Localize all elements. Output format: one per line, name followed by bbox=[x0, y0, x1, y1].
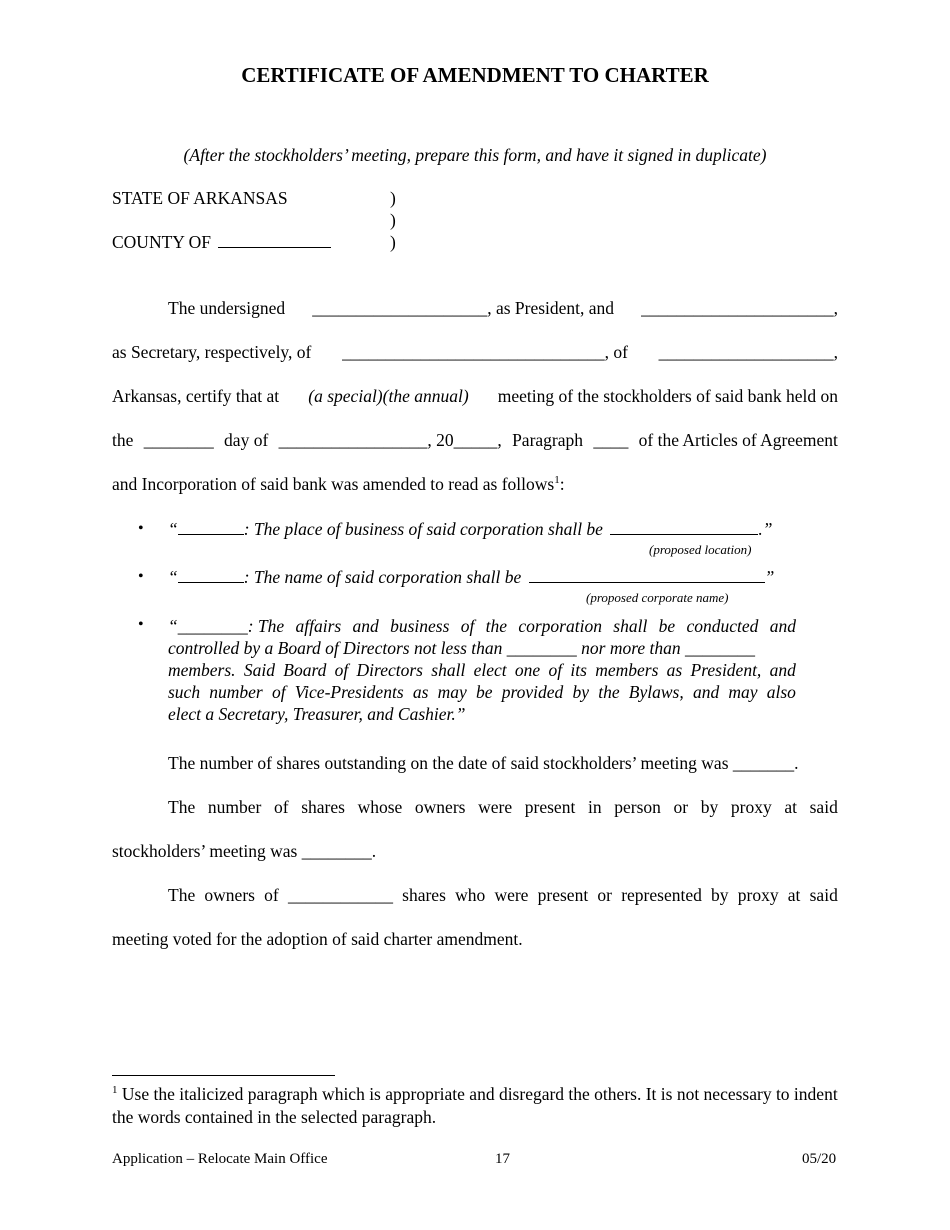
word: of bbox=[271, 682, 286, 702]
word: by bbox=[700, 797, 719, 817]
section-number-blank-2[interactable] bbox=[178, 567, 244, 583]
word: be bbox=[475, 682, 493, 702]
word: The bbox=[168, 797, 196, 817]
body-line-4 bbox=[112, 430, 838, 451]
word: number bbox=[209, 682, 263, 702]
word: present bbox=[537, 885, 589, 905]
footnote bbox=[112, 1083, 842, 1129]
day-blank: ________ bbox=[143, 430, 214, 450]
bullet-dot-1: • bbox=[138, 520, 144, 537]
shares-voted-line-1 bbox=[168, 885, 838, 906]
word: were bbox=[478, 797, 513, 817]
word: and bbox=[352, 616, 379, 636]
footer-document-name: Application – Relocate Main Office bbox=[112, 1151, 328, 1167]
word: members. bbox=[168, 660, 236, 680]
body-line-4-w7: of the Articles of Agreement bbox=[638, 430, 838, 450]
word: one bbox=[514, 660, 541, 680]
footnote-mark: 1 bbox=[112, 1084, 118, 1097]
word: provided bbox=[501, 682, 564, 702]
word: owners bbox=[204, 885, 255, 905]
word: by bbox=[572, 682, 589, 702]
board-size-line: controlled by a Board of Directors not less than ________ nor more than ________ bbox=[168, 638, 756, 658]
word: the bbox=[598, 682, 620, 702]
word: may bbox=[437, 682, 467, 702]
word: also bbox=[766, 682, 796, 702]
body-line-1 bbox=[168, 298, 838, 319]
word: “________: The bbox=[168, 616, 285, 636]
word: owners bbox=[414, 797, 466, 817]
state-label: STATE OF ARKANSAS bbox=[112, 188, 288, 208]
word: Directors bbox=[356, 660, 423, 680]
word: Vice-Presidents bbox=[294, 682, 404, 702]
body-line-4-w5: Paragraph bbox=[512, 430, 584, 450]
month-year-blank: _________________, 20_____, bbox=[278, 430, 502, 450]
bullet-3-last-line: elect a Secretary, Treasurer, and Cashier.” bbox=[168, 704, 466, 724]
word: whose bbox=[357, 797, 403, 817]
bullet-board bbox=[168, 615, 796, 725]
word: or bbox=[673, 797, 689, 817]
footnote-text: Use the italicized paragraph which is appropriate and disregard the others. It is not necessary to indent the words contained in the selected paragraph. bbox=[112, 1084, 838, 1127]
section-number-blank-1[interactable] bbox=[178, 519, 244, 535]
word: the bbox=[485, 616, 508, 636]
body-line-2 bbox=[112, 342, 838, 363]
word: said bbox=[809, 885, 838, 905]
proposed-location-blank[interactable] bbox=[610, 519, 758, 535]
bullet-dot-2: • bbox=[138, 568, 144, 585]
body-line-1-c: ______________________, bbox=[641, 298, 838, 318]
word: as bbox=[666, 660, 683, 680]
word: said bbox=[809, 797, 838, 817]
word: be bbox=[658, 616, 676, 636]
bullet-3-row-4 bbox=[168, 681, 796, 703]
bullet-3-row-3 bbox=[168, 659, 796, 681]
word: of bbox=[460, 616, 475, 636]
word: of bbox=[334, 660, 349, 680]
proposed-name-caption: (proposed corporate name) bbox=[586, 590, 729, 605]
venue-paren-3: ) bbox=[390, 232, 396, 252]
venue-paren-1: ) bbox=[390, 188, 396, 208]
proposed-location-caption: (proposed location) bbox=[649, 542, 752, 557]
voted-shares-blank: ____________ bbox=[287, 885, 393, 905]
word: business bbox=[390, 616, 450, 636]
word: by bbox=[711, 885, 729, 905]
body-line-5 bbox=[112, 474, 565, 495]
word: at bbox=[784, 797, 797, 817]
word: or bbox=[597, 885, 612, 905]
bullet-2-open-quote: “ bbox=[168, 567, 178, 587]
word: and bbox=[769, 660, 796, 680]
word: in bbox=[587, 797, 602, 817]
bullet-3-row-2 bbox=[168, 637, 796, 659]
word: Board bbox=[283, 660, 327, 680]
word: at bbox=[787, 885, 801, 905]
word: of bbox=[273, 797, 289, 817]
word: person bbox=[614, 797, 661, 817]
bullet-1-close: .” bbox=[758, 519, 773, 539]
bullet-1-open-quote: “ bbox=[168, 519, 178, 539]
county-label bbox=[112, 232, 331, 253]
word: shall bbox=[431, 660, 466, 680]
venue-paren-2: ) bbox=[390, 210, 396, 230]
word: were bbox=[494, 885, 529, 905]
shares-present-line-2: stockholders’ meeting was ________. bbox=[112, 841, 377, 861]
bullet-dot-3: • bbox=[138, 616, 144, 633]
body-line-2-a: as Secretary, respectively, of bbox=[112, 342, 312, 362]
word: and bbox=[692, 682, 720, 702]
proposed-name-blank[interactable] bbox=[529, 567, 765, 583]
bullet-2-text: : The name of said corporation shall be bbox=[243, 567, 522, 587]
bullet-name bbox=[168, 567, 774, 588]
bullet-3-row-5 bbox=[168, 703, 796, 725]
bullet-1-text: : The place of business of said corporation shall be bbox=[243, 519, 603, 539]
word: Bylaws, bbox=[628, 682, 684, 702]
word: shares bbox=[301, 797, 345, 817]
body-line-1-b: ____________________, as President, and bbox=[312, 298, 615, 318]
word: present bbox=[524, 797, 576, 817]
word: Said bbox=[243, 660, 275, 680]
word: its bbox=[570, 660, 587, 680]
word: shall bbox=[613, 616, 648, 636]
word: number bbox=[207, 797, 262, 817]
meeting-type-options: (a special)(the annual) bbox=[308, 386, 469, 406]
word: of bbox=[548, 660, 563, 680]
word: corporation bbox=[518, 616, 602, 636]
paragraph-blank: ____ bbox=[593, 430, 629, 450]
word: such bbox=[168, 682, 201, 702]
word: as bbox=[412, 682, 429, 702]
word: may bbox=[728, 682, 758, 702]
word: affairs bbox=[295, 616, 342, 636]
word: elect bbox=[473, 660, 507, 680]
instructions-subtitle: (After the stockholders’ meeting, prepare this form, and have it signed in duplicate) bbox=[183, 145, 767, 165]
bullet-3-row-1 bbox=[168, 615, 796, 637]
body-line-3 bbox=[112, 386, 838, 407]
shares-present-line-1 bbox=[168, 797, 838, 818]
word: proxy bbox=[737, 885, 779, 905]
footnote-reference: 1 bbox=[554, 474, 560, 487]
word: represented bbox=[621, 885, 702, 905]
page-title: CERTIFICATE OF AMENDMENT TO CHARTER bbox=[241, 63, 709, 87]
bullet-2-close: ” bbox=[764, 567, 775, 587]
footer-revision-date: 05/20 bbox=[802, 1151, 837, 1167]
body-line-5-colon: : bbox=[559, 474, 565, 494]
body-line-2-b: ______________________________, of bbox=[342, 342, 628, 362]
body-line-1-a: The undersigned bbox=[168, 298, 286, 318]
body-line-2-c: ____________________, bbox=[658, 342, 838, 362]
word: shares bbox=[402, 885, 446, 905]
word: of bbox=[264, 885, 279, 905]
word: members bbox=[595, 660, 659, 680]
body-line-4-w3: day of bbox=[224, 430, 269, 450]
footnote-divider bbox=[112, 1075, 335, 1076]
county-blank[interactable] bbox=[218, 232, 331, 248]
footer-page-number: 17 bbox=[495, 1151, 510, 1167]
word: and bbox=[769, 616, 796, 636]
shares-voted-line-2: meeting voted for the adoption of said charter amendment. bbox=[112, 929, 523, 949]
body-line-3-a: Arkansas, certify that at bbox=[112, 386, 280, 406]
word: conducted bbox=[686, 616, 759, 636]
shares-outstanding-line: The number of shares outstanding on the date of said stockholders’ meeting was _______. bbox=[168, 753, 799, 773]
word: who bbox=[455, 885, 486, 905]
body-line-3-c: meeting of the stockholders of said bank held on bbox=[497, 386, 838, 406]
body-line-4-w1: the bbox=[112, 430, 134, 450]
bullet-location bbox=[168, 519, 772, 540]
word: proxy bbox=[730, 797, 772, 817]
body-line-5-text: and Incorporation of said bank was amended to read as follows bbox=[112, 474, 555, 494]
word: President, bbox=[690, 660, 762, 680]
county-label-text: COUNTY OF bbox=[112, 232, 212, 252]
word: The bbox=[168, 885, 196, 905]
